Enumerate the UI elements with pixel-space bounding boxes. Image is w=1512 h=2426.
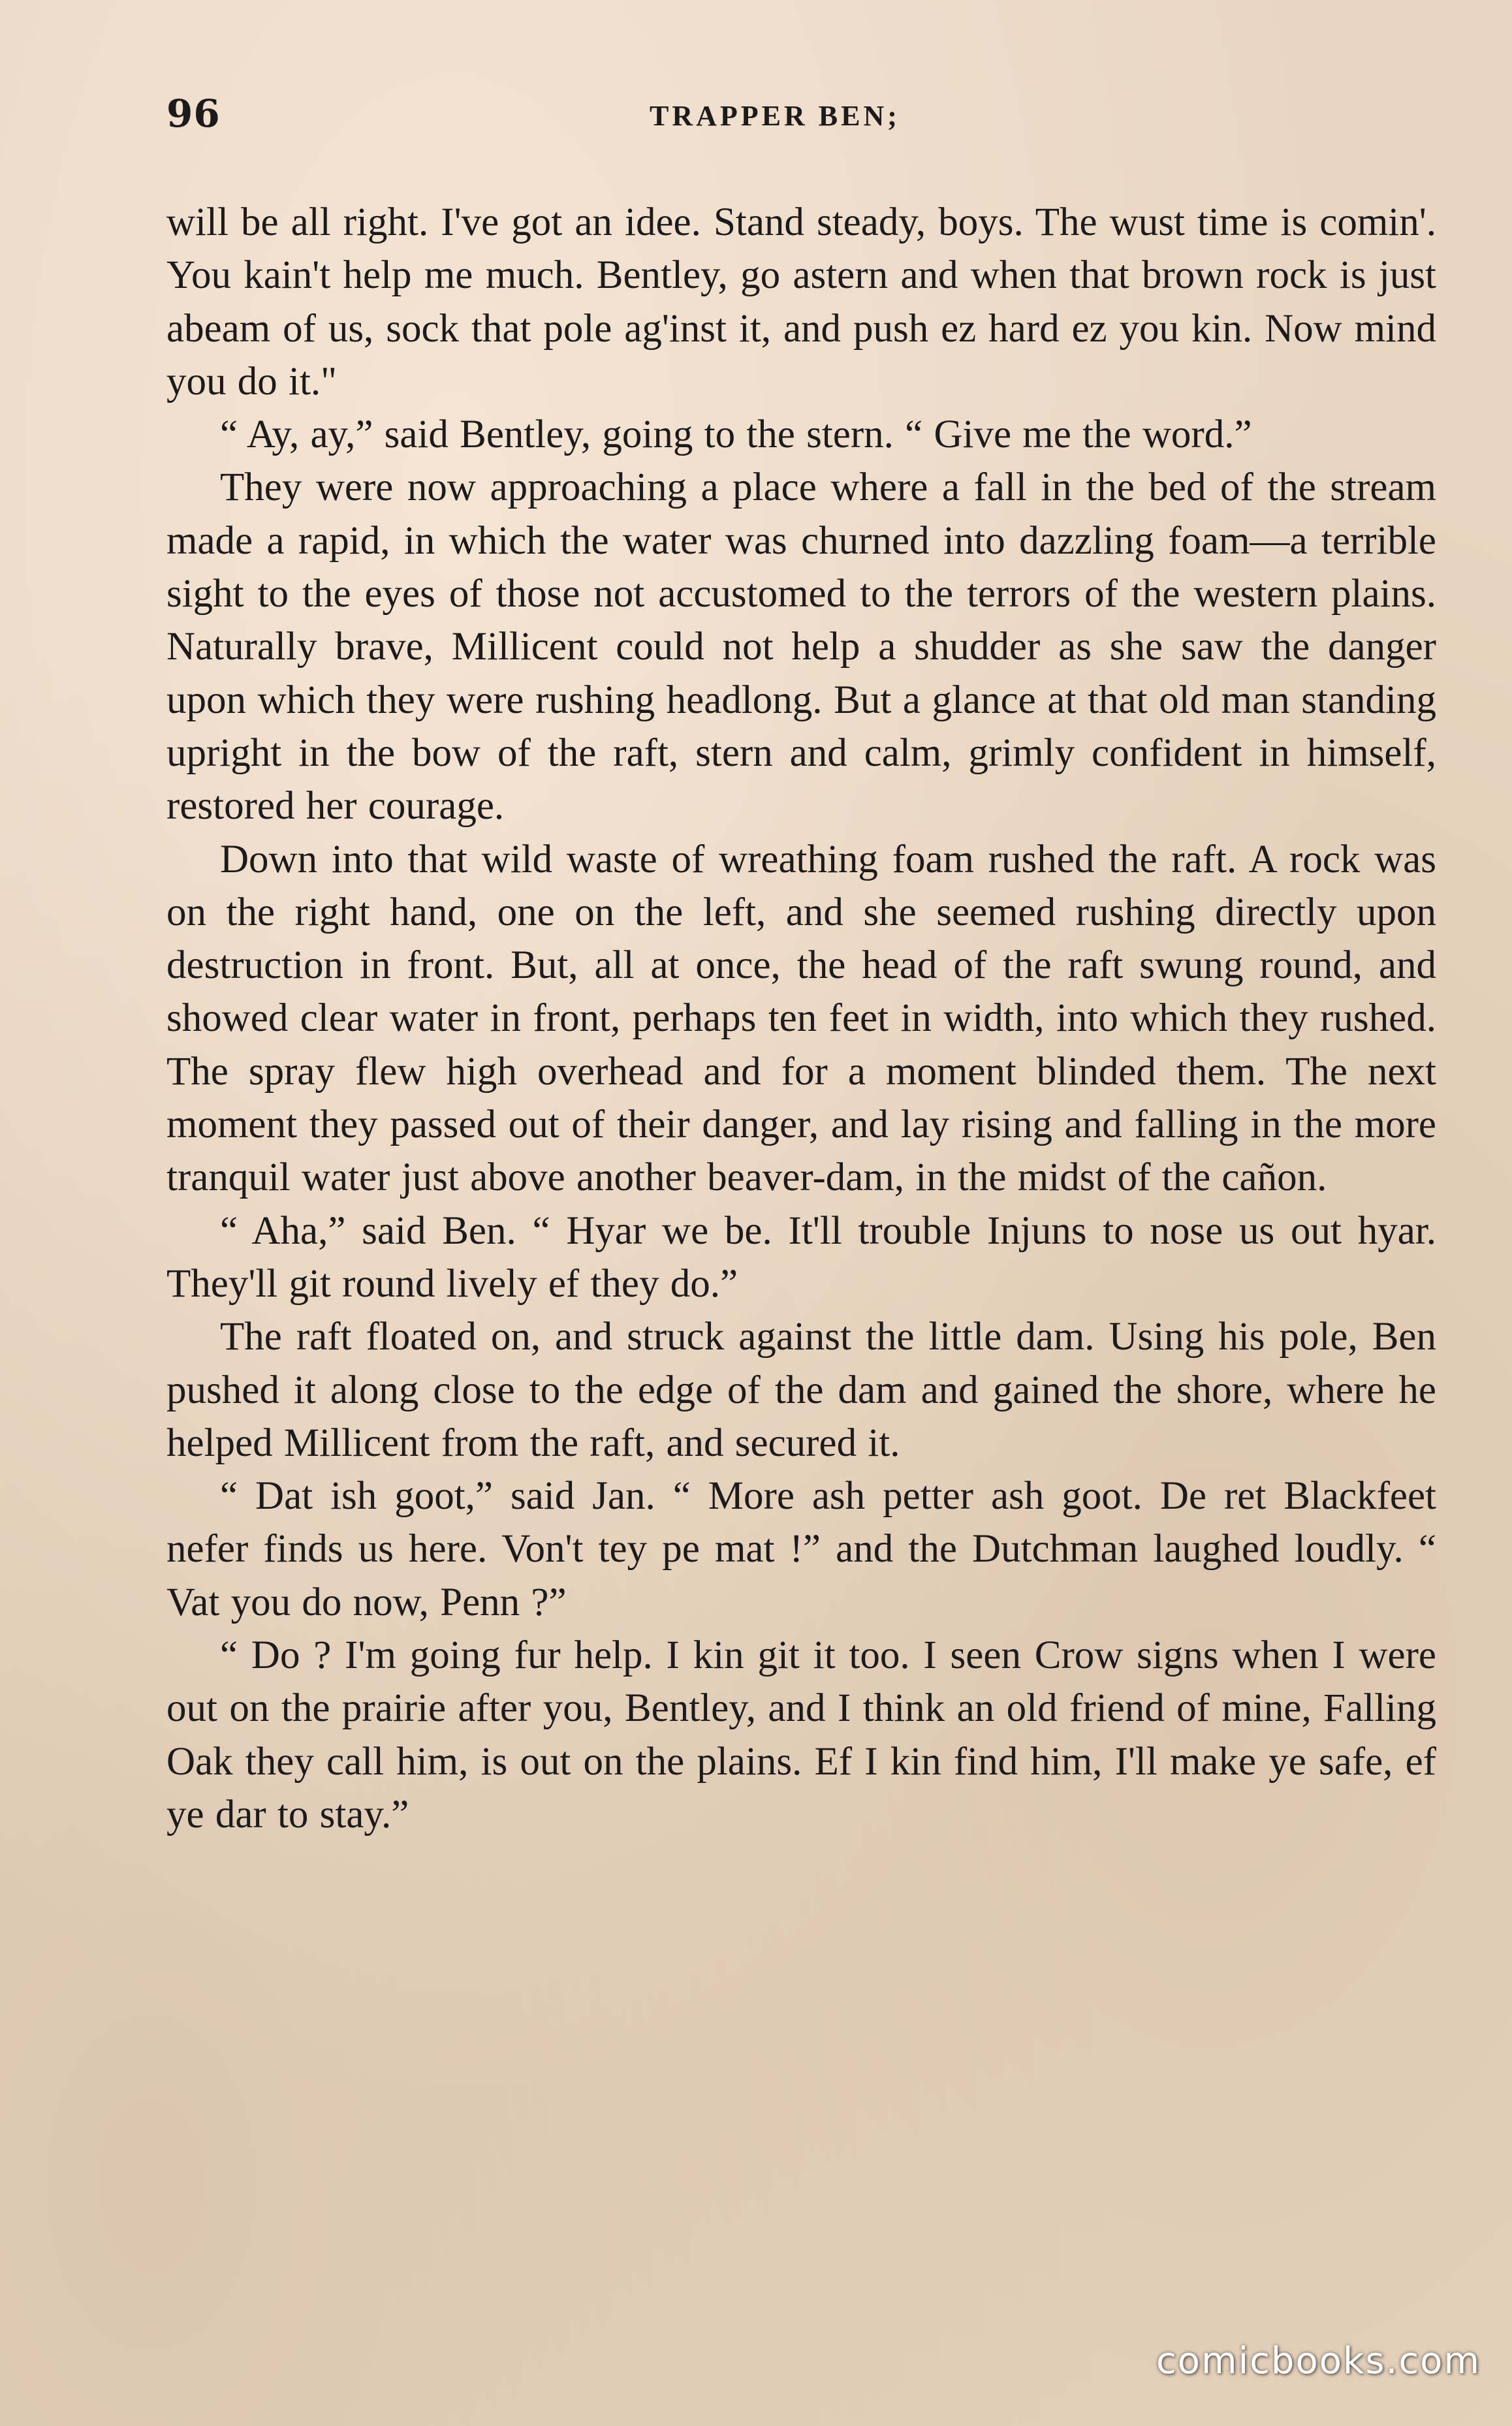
paragraph: “ Aha,” said Ben. “ Hyar we be. It'll trouble Injuns to nose us out hyar. They'll git round lively ef they do.” <box>166 1208 1436 1306</box>
paragraph: “ Dat ish goot,” said Jan. “ More ash petter ash goot. De ret Blackfeet nefer finds us here. Von't tey pe mat !” and the Dutchman laughed loudly. “ Vat you do now, Penn ?” <box>166 1474 1436 1624</box>
page-number: 96 <box>166 91 221 136</box>
paragraph: The raft floated on, and struck against the little dam. Using his pole, Ben pushed it along close to the edge of the dam and gained the shore, where he helped Millicent from the raft, and secured it. <box>166 1315 1436 1465</box>
running-title: TRAPPER BEN; <box>650 100 900 132</box>
paragraph: “ Ay, ay,” said Bentley, going to the stern. “ Give me the word.” <box>220 413 1252 457</box>
paragraph: “ Do ? I'm going fur help. I kin git it too. I seen Crow signs when I were out on the prairie after you, Bentley, and I think an old friend of mine, Falling Oak they call him, is out on the plains. Ef I kin find him, I'll make ye safe, ef ye dar to stay.” <box>166 1633 1436 1836</box>
paragraph: They were now approaching a place where a fall in the bed of the stream made a rapid, in which the water was churned into dazzling foam—a terrible sight to the eyes of those not accustomed to the terrors of the western plains. Naturally brave, Millicent could not help a shudder as she saw the danger upon which they were rushing headlong. But a glance at that old man standing upright in the bow of the raft, stern and calm, grimly confident in himself, restored her courage. <box>166 465 1436 828</box>
paragraph-continuation: will be all right. I've got an idee. Stand steady, boys. The wust time is comin'. You kain't help me much. Bentley, go astern and when that brown rock is just abeam of us, sock that pole ag'inst it, and push ez hard ez you kin. Now mind you do it." <box>166 200 1436 403</box>
running-head <box>166 91 1440 144</box>
watermark-logo: comicbooks.com <box>1156 2340 1481 2382</box>
paragraph: Down into that wild waste of wreathing foam rushed the raft. A rock was on the right hand, one on the left, and she seemed rushing directly upon destruction in front. But, all at once, the head of the raft swung round, and showed clear water in front, perhaps ten feet in width, into which they rushed. The spray flew high overhead and for a moment blinded them. The next moment they passed out of their danger, and lay rising and falling in the more tranquil water just above another beaver-dam, in the midst of the cañon. <box>166 837 1436 1200</box>
body-text <box>166 196 1436 1841</box>
